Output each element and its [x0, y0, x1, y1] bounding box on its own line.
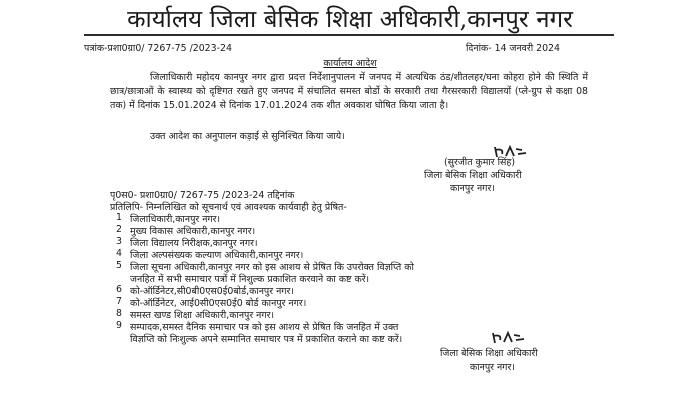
item-number: 2 — [116, 224, 122, 235]
item-text: सम्पादक,समस्त दैनिक समाचार पत्र को इस आशय से प्रेषित कि जनहित में उक्त — [130, 322, 399, 333]
signatory-place-2: कानपुर नगर। — [470, 362, 515, 373]
office-letterhead-title: कार्यालय जिला बेसिक शिक्षा अधिकारी,कानपुर नगर — [127, 5, 573, 33]
copy-intro: प्रतिलिपि- निम्नलिखित को सूचनार्थ एवं आवश्यक कार्यवाही हेतु प्रेषित- — [110, 202, 347, 213]
order-heading: कार्यालय आदेश — [323, 58, 377, 69]
item-text: को-ऑर्डिनेटर,सी0बी0एस0ई0बोर्ड,कानपुर नगर। — [130, 286, 294, 297]
compliance-line: उक्त आदेश का अनुपालन कड़ाई से सुनिश्चित किया जाये। — [150, 131, 345, 142]
item-number: 4 — [116, 248, 122, 259]
order-paragraph: जिलाधिकारी महोदय कानपुर नगर द्वारा प्रदत्त निर्देशानुपालन में जनपद में अत्यधिक ठंड/शीतलहर/घना कोहरा होने की स्थिति में छात्र/छात्राओं के स्वास्थ्य को दृष्टिगत रखते हुए जनपद में संचालित समस्त बोर्डो के सरकारी तथा गैरसरकारी विद्यालयों (प्ले-ग्रुप से कक्षा 08 तक) में दिनांक 15.01.2024 से दिनांक 17.01.2024 तक शीत अवकाश घोषित किया जाता है। — [110, 72, 588, 111]
item-number: 1 — [116, 212, 122, 223]
item-number: 3 — [116, 236, 122, 247]
signatory-designation-2: जिला बेसिक शिक्षा अधिकारी — [440, 348, 538, 359]
item-number: 8 — [116, 308, 122, 319]
issue-date: दिनांक- 14 जनवरी 2024 — [466, 43, 560, 54]
signatory-place: कानपुर नगर। — [450, 183, 495, 194]
signatory-name: (सुरजीत कुमार सिंह) — [444, 157, 515, 168]
item-number: 5 — [116, 260, 122, 271]
reference-number: पत्रांक-प्रशा0ग्रा0/ 7267-75 /2023-24 — [84, 43, 232, 54]
item-text-continued: विज्ञप्ति को निःशुल्क अपने सम्मानित समाचार पत्र में प्रकाशित कराने का कष्ट करें। — [130, 334, 403, 345]
item-number: 6 — [116, 284, 122, 295]
copy-reference: पृ0स0- प्रशा0ग्रा0/ 7267-75 /2023-24 तद्दिनांक — [110, 190, 295, 201]
item-number: 7 — [116, 296, 122, 307]
item-text: मुख्य विकास अधिकारी,कानपुर नगर। — [130, 226, 256, 237]
signatory-designation: जिला बेसिक शिक्षा अधिकारी — [424, 170, 522, 181]
item-text: जिला विद्यालय निरीक्षक,कानपुर नगर। — [130, 238, 258, 249]
letterhead-divider — [84, 34, 614, 36]
item-text: को-ऑर्डिनेटर, आई0सी0एस0ई0 बोर्ड कानपुर नगर। — [130, 298, 307, 309]
item-text: जिला सूचना अधिकारी,कानपुर नगर को इस आशय से प्रेषित कि उपरोक्त विज्ञप्ति को — [130, 262, 414, 273]
item-text: समस्त खण्ड शिक्षा अधिकारी,कानपुर नगर। — [130, 310, 275, 321]
item-text: जिला अल्पसंख्यक कल्याण अधिकारी,कानपुर नगर। — [130, 250, 304, 261]
item-text-continued: जनहित में सभी समाचार पत्रों में निशुल्क प्रकाशित करवाने का कष्ट करें। — [130, 274, 370, 285]
item-text: जिलाधिकारी,कानपुर नगर। — [130, 214, 221, 225]
signature-mark-2 — [490, 330, 530, 346]
item-number: 9 — [116, 320, 122, 331]
